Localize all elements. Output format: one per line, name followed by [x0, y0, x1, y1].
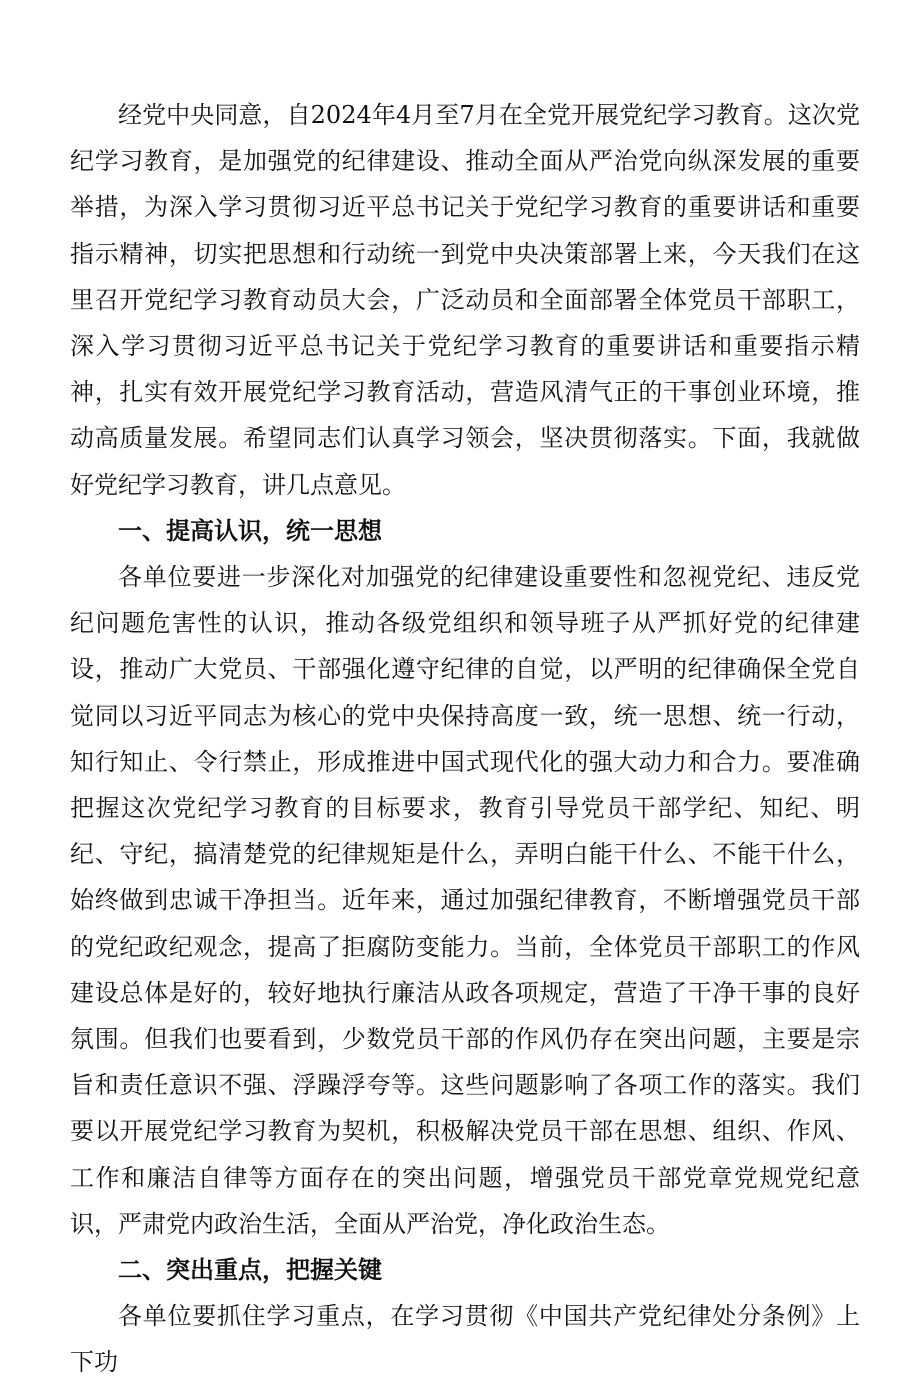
document-body	[70, 92, 860, 1386]
paragraph-intro: 经党中央同意，自2024年4月至7月在全党开展党纪学习教育。这次党纪学习教育，是加强党的纪律建设、推动全面从严治党向纵深发展的重要举措，为深入学习贯彻习近平总书记关于党纪学习教育的重要讲话和重要指示精神，切实把思想和行动统一到党中央决策部署上来，今天我们在这里召开党纪学习教育动员大会，广泛动员和全面部署全体党员干部职工，深入学习贯彻习近平总书记关于党纪学习教育的重要讲话和重要指示精神，扎实有效开展党纪学习教育活动，营造风清气正的干事创业环境，推动高质量发展。希望同志们认真学习领会，坚决贯彻落实。下面，我就做好党纪学习教育，讲几点意见。	[70, 101, 860, 499]
section-heading-1: 一、提高认识，统一思想	[118, 516, 382, 545]
section-heading-2: 二、突出重点，把握关键	[118, 1256, 382, 1285]
paragraph-section-1: 各单位要进一步深化对加强党的纪律建设重要性和忽视党纪、违反党纪问题危害性的认识，推动各级党组织和领导班子从严抓好党的纪律建设，推动广大党员、干部强化遵守纪律的自觉，以严明的纪律确保全党自觉同以习近平同志为核心的党中央保持高度一致，统一思想、统一行动，知行知止、令行禁止，形成推进中国式现代化的强大动力和合力。要准确把握这次党纪学习教育的目标要求，教育引导党员干部学纪、知纪、明纪、守纪，搞清楚党的纪律规矩是什么，弄明白能干什么、不能干什么，始终做到忠诚干净担当。近年来，通过加强纪律教育，不断增强党员干部的党纪政纪观念，提高了拒腐防变能力。当前，全体党员干部职工的作风建设总体是好的，较好地执行廉洁从政各项规定，营造了干净干事的良好氛围。但我们也要看到，少数党员干部的作风仍存在突出问题，主要是宗旨和责任意识不强、浮躁浮夸等。这些问题影响了各项工作的落实。我们要以开展党纪学习教育为契机，积极解决党员干部在思想、组织、作风、工作和廉洁自律等方面存在的突出问题，增强党员干部党章党规党纪意识，严肃党内政治生活，全面从严治党，净化政治生态。	[70, 563, 860, 1238]
paragraph-section-2: 各单位要抓住学习重点，在学习贯彻《中国共产党纪律处分条例》上下功	[70, 1302, 860, 1377]
